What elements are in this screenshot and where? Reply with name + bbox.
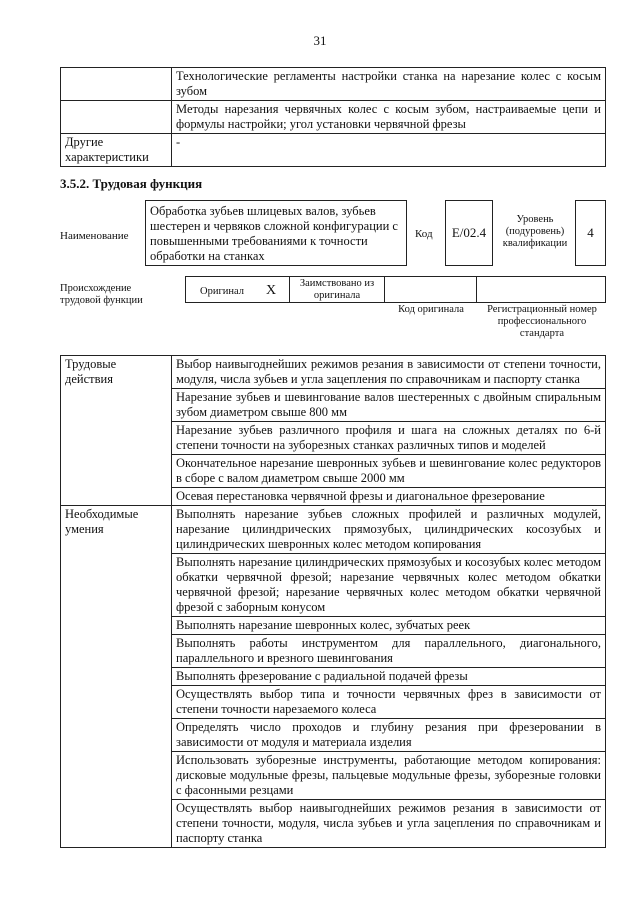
list-item: Выполнять нарезание цилиндрических прямозубых и косозубых колес методом обкатки червячной фрезой; нарезание червячных колес методом обкатки червячной фрезой; нарезание червячных колес методом обкатки червячной фрезой с заборным конусом xyxy=(172,554,606,617)
divider xyxy=(384,276,385,303)
list-item: Окончательное нарезание шевронных зубьев и шевингование колес редукторов в сборе с валом диаметром свыше 2000 мм xyxy=(172,455,606,488)
name-label: Наименование xyxy=(60,230,129,242)
list-item: Выполнять работы инструментом для параллельного, диагонального, параллельного и врезного шевингования xyxy=(172,635,606,668)
code-original-label: Код оригинала xyxy=(398,304,464,315)
table-row xyxy=(61,101,606,134)
list-item: Осуществлять выбор наивыгоднейших режимов резания в зависимости от степени точности, модуля, числа зубьев и угла зацепления по справочникам и паспорту станка xyxy=(172,800,606,848)
list-item: Выполнять нарезание шевронных колес, зубчатых реек xyxy=(172,617,606,635)
original-label: Оригинал xyxy=(200,286,244,297)
row-text: Методы нарезания червячных колес с косым зубом, настраиваемые цепи и формулы настройки; угол установки червячной фрезы xyxy=(172,101,606,134)
row-label: Другие характеристики xyxy=(61,134,172,167)
origin-label: Происхождение трудовой функции xyxy=(60,283,143,306)
level-label: Уровень (подуровень) квалификации xyxy=(502,214,568,249)
borrowed-label: Заимствовано из оригинала xyxy=(299,277,375,301)
row-label xyxy=(61,68,172,101)
row-text: - xyxy=(172,134,606,167)
section-title: 3.5.2. Трудовая функция xyxy=(60,176,203,191)
level-value: 4 xyxy=(587,225,594,240)
list-item: Осуществлять выбор типа и точности червячных фрез в зависимости от степени точности нарезаемого колеса xyxy=(172,686,606,719)
original-mark: X xyxy=(266,283,277,298)
name-value-box xyxy=(145,200,407,266)
list-item: Выполнять нарезание зубьев сложных профилей и различных модулей, нарезание цилиндрических прямозубых, цилиндрических косозубых и цилиндрических шевронных колес методом копирования xyxy=(172,506,606,554)
page-number: 31 xyxy=(313,33,327,48)
top-table xyxy=(60,67,606,167)
list-item: Осевая перестановка червячной фрезы и диагональное фрезерование xyxy=(172,488,606,506)
list-item: Использовать зуборезные инструменты, работающие методом копирования: дисковые модульные фрезы, пальцевые модульные фрезы, зуборезные головки с фасонными резцами xyxy=(172,752,606,800)
divider xyxy=(476,276,477,303)
skills-label: Необходимые умения xyxy=(61,506,172,848)
function-name: Обработка зубьев шлицевых валов, зубьев шестерен и червяков сложной конфигурации с повышенными требованиями к точности обработки на станках xyxy=(150,204,398,263)
row-label xyxy=(61,101,172,134)
main-table xyxy=(60,355,606,848)
list-item: Выполнять фрезерование с радиальной подачей фрезы xyxy=(172,668,606,686)
list-item: Определять число проходов и глубину резания при фрезеровании в зависимости от модуля и материала изделия xyxy=(172,719,606,752)
table-row xyxy=(61,68,606,101)
labor-actions-label: Трудовые действия xyxy=(61,356,172,506)
level-box xyxy=(575,200,606,266)
row-text: Технологические регламенты настройки станка на нарезание колес с косым зубом xyxy=(172,68,606,101)
code-box xyxy=(445,200,493,266)
code-label: Код xyxy=(415,228,433,240)
list-item: Выбор наивыгоднейших режимов резания в зависимости от степени точности, модуля, числа зубьев и угла зацепления по справочникам и паспорту станка xyxy=(172,356,606,389)
divider xyxy=(289,276,290,303)
table-row xyxy=(61,356,606,389)
table-row xyxy=(61,134,606,167)
table-row xyxy=(61,506,606,554)
origin-box xyxy=(185,276,606,303)
reg-number-label: Регистрационный номер профессионального стандарта xyxy=(487,304,597,339)
list-item: Нарезание зубьев различного профиля и шага на сложных деталях по 6-й степени точности на зуборезных станках различных типов и моделей xyxy=(172,422,606,455)
list-item: Нарезание зубьев и шевингование валов шестеренных с двойным спиральным зубом диаметром свыше 800 мм xyxy=(172,389,606,422)
code-value: E/02.4 xyxy=(451,225,487,240)
